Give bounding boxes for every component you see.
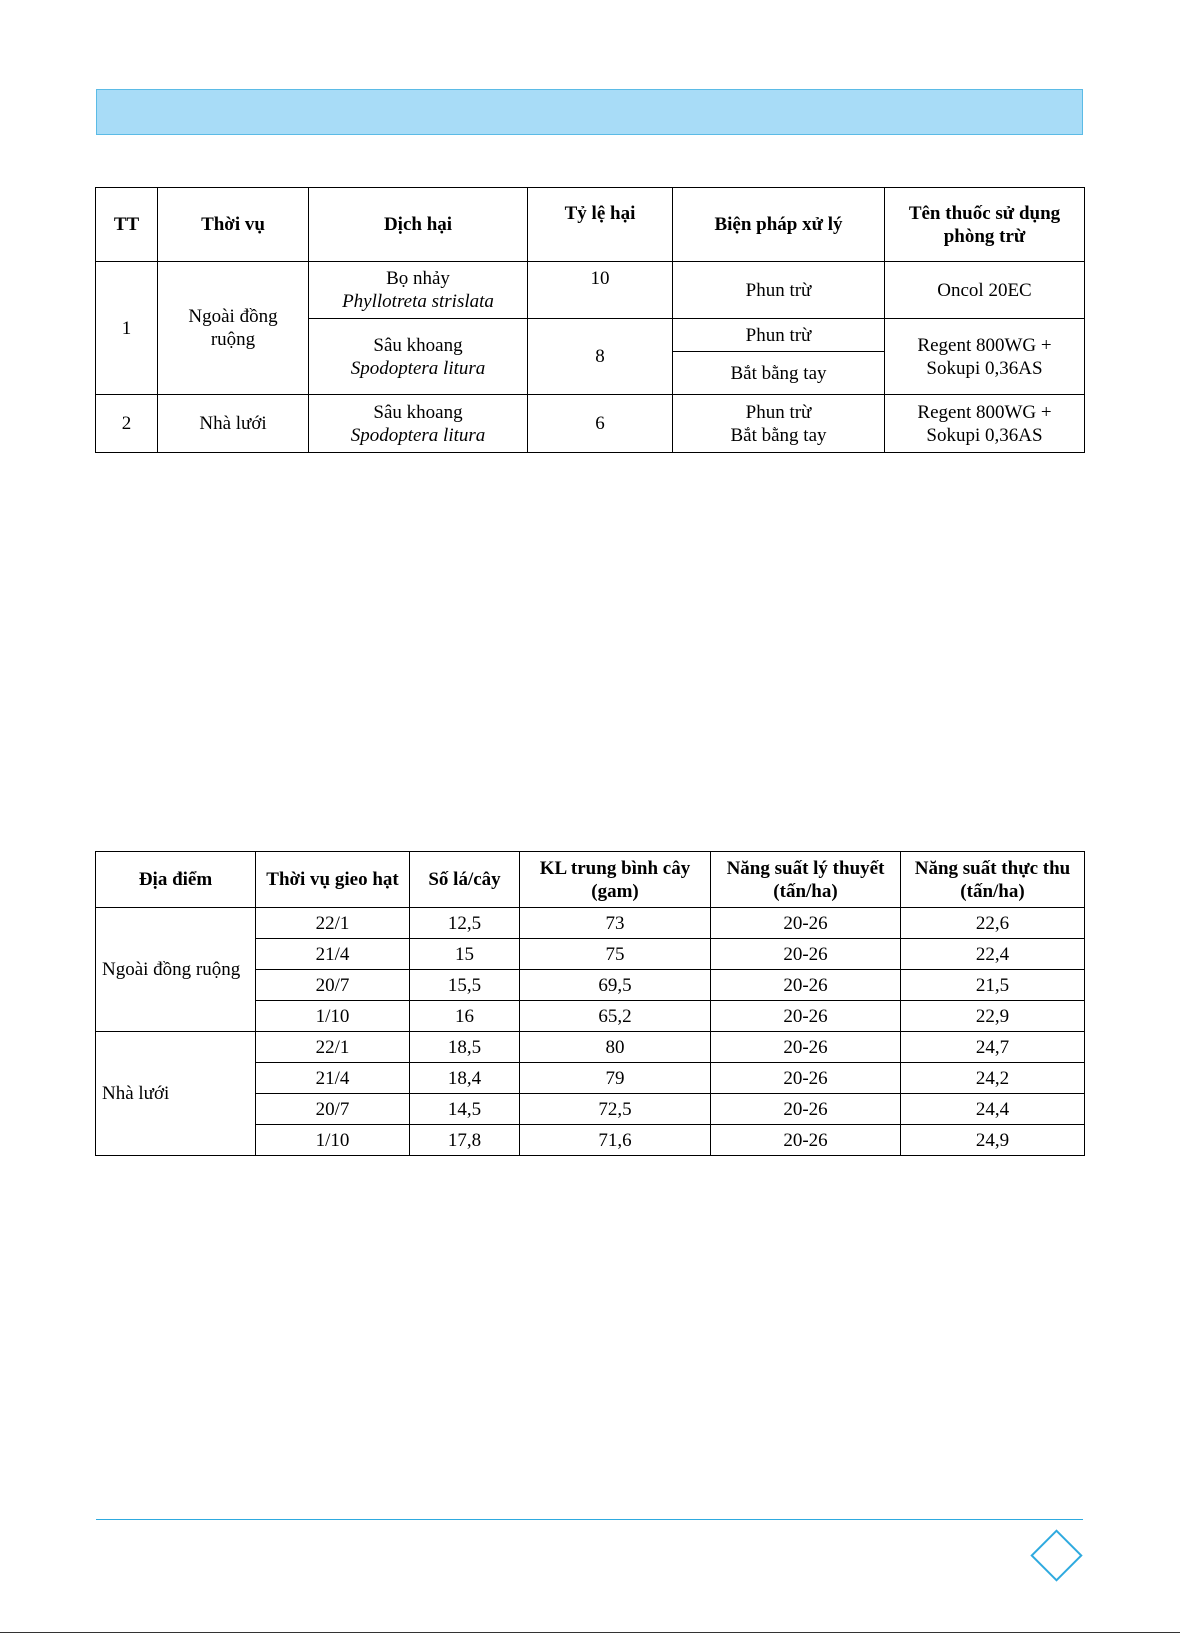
- pest-table: [95, 187, 1085, 453]
- row1-measure-b1: Phun trừ: [673, 319, 885, 352]
- leaves-cell: 14,5: [410, 1094, 520, 1125]
- pest-a-sci: Phyllotreta strislata: [342, 291, 494, 312]
- actual-cell: 24,4: [901, 1094, 1085, 1125]
- pest-b-sci: Spodoptera litura: [350, 357, 486, 379]
- header-damage-rate-text: Tỷ lệ hại: [564, 203, 636, 224]
- drug-b-line1: Regent 800WG +: [917, 334, 1052, 356]
- header-measure: Biện pháp xử lý: [673, 188, 885, 262]
- row2-measure-line1: Phun trừ: [745, 401, 812, 423]
- actual-cell: 22,6: [901, 908, 1085, 939]
- header-actual-line2: (tấn/ha): [960, 880, 1025, 902]
- row1-rate-a: [528, 262, 673, 319]
- theo-cell: 20-26: [711, 1032, 901, 1063]
- footer-line: [96, 1519, 1083, 1520]
- leaves-cell: 17,8: [410, 1125, 520, 1156]
- sowing-cell: 1/10: [256, 1125, 410, 1156]
- row2-drug-line2: Sokupi 0,36AS: [926, 424, 1043, 446]
- leaves-cell: 16: [410, 1001, 520, 1032]
- header-sowing: Thời vụ gieo hạt: [256, 852, 410, 908]
- table-row: [96, 395, 1085, 453]
- theo-cell: 20-26: [711, 908, 901, 939]
- header-theo-line2: (tấn/ha): [773, 880, 838, 902]
- weight-cell: 69,5: [520, 970, 711, 1001]
- table-row: [96, 1032, 1085, 1063]
- table-row: [96, 908, 1085, 939]
- header-actual-line1: Năng suất thực thu: [914, 857, 1071, 879]
- header-weight: [520, 852, 711, 908]
- rate-a-text: 10: [590, 268, 610, 289]
- row2-rate: 6: [528, 395, 673, 453]
- leaves-cell: 12,5: [410, 908, 520, 939]
- row1-tt: 1: [96, 262, 158, 395]
- theo-cell: 20-26: [711, 970, 901, 1001]
- row2-measure: [673, 395, 885, 453]
- actual-cell: 22,4: [901, 939, 1085, 970]
- theo-cell: 20-26: [711, 1094, 901, 1125]
- sowing-cell: 20/7: [256, 970, 410, 1001]
- row1-drug-a: Oncol 20EC: [885, 262, 1085, 319]
- row1-drug-b: [885, 319, 1085, 395]
- header-theo-line1: Năng suất lý thuyết: [726, 857, 885, 879]
- weight-cell: 80: [520, 1032, 711, 1063]
- actual-cell: 24,9: [901, 1125, 1085, 1156]
- yield-table-header-row: [96, 852, 1085, 908]
- row2-pest-vn: Sâu khoang: [373, 401, 463, 423]
- header-actual-yield: [901, 852, 1085, 908]
- row2-measure-line2: Bắt bằng tay: [730, 424, 827, 446]
- actual-cell: 22,9: [901, 1001, 1085, 1032]
- row1-pest-b: [309, 319, 528, 395]
- row2-pest-sci: Spodoptera litura: [350, 424, 486, 446]
- yield-table: [95, 851, 1085, 1156]
- header-location: Địa điểm: [96, 852, 256, 908]
- theo-cell: 20-26: [711, 1001, 901, 1032]
- theo-cell: 20-26: [711, 1125, 901, 1156]
- sowing-cell: 20/7: [256, 1094, 410, 1125]
- header-pest: Dịch hại: [309, 188, 528, 262]
- drug-b-line2: Sokupi 0,36AS: [926, 357, 1043, 379]
- sowing-cell: 22/1: [256, 908, 410, 939]
- sowing-cell: 1/10: [256, 1001, 410, 1032]
- row1-rate-b: 8: [528, 319, 673, 395]
- location-cell: Ngoài đồng ruộng: [96, 908, 256, 1032]
- header-season: Thời vụ: [158, 188, 309, 262]
- row2-pest: [309, 395, 528, 453]
- table-row: [96, 262, 1085, 319]
- header-band: [96, 89, 1083, 135]
- row1-measure-b2: Bắt bằng tay: [673, 352, 885, 395]
- weight-cell: 75: [520, 939, 711, 970]
- row1-season: Ngoài đồng ruộng: [158, 262, 309, 395]
- weight-cell: 72,5: [520, 1094, 711, 1125]
- actual-cell: 24,2: [901, 1063, 1085, 1094]
- row2-season: Nhà lưới: [158, 395, 309, 453]
- row1-measure-a: Phun trừ: [673, 262, 885, 319]
- leaves-cell: 18,4: [410, 1063, 520, 1094]
- header-theoretical-yield: [711, 852, 901, 908]
- weight-cell: 79: [520, 1063, 711, 1094]
- row2-drug: [885, 395, 1085, 453]
- actual-cell: 24,7: [901, 1032, 1085, 1063]
- header-tt: TT: [96, 188, 158, 262]
- sowing-cell: 21/4: [256, 1063, 410, 1094]
- location-cell: Nhà lưới: [96, 1032, 256, 1156]
- theo-cell: 20-26: [711, 1063, 901, 1094]
- pest-b-vn: Sâu khoang: [373, 334, 463, 356]
- bottom-edge-line: [0, 1632, 1180, 1633]
- header-drug: Tên thuốc sử dụng phòng trừ: [885, 188, 1085, 262]
- header-weight-line1: KL trung bình cây: [539, 857, 691, 879]
- row1-pest-a: [309, 262, 528, 319]
- weight-cell: 65,2: [520, 1001, 711, 1032]
- leaves-cell: 18,5: [410, 1032, 520, 1063]
- leaves-cell: 15: [410, 939, 520, 970]
- theo-cell: 20-26: [711, 939, 901, 970]
- sowing-cell: 22/1: [256, 1032, 410, 1063]
- pest-a-vn: Bọ nhảy: [386, 268, 450, 289]
- actual-cell: 21,5: [901, 970, 1085, 1001]
- pest-table-header-row: [96, 188, 1085, 262]
- row2-tt: 2: [96, 395, 158, 453]
- weight-cell: 71,6: [520, 1125, 711, 1156]
- leaves-cell: 15,5: [410, 970, 520, 1001]
- header-weight-line2: (gam): [591, 880, 639, 902]
- row2-drug-line1: Regent 800WG +: [917, 401, 1052, 423]
- header-damage-rate: [528, 188, 673, 262]
- sowing-cell: 21/4: [256, 939, 410, 970]
- diamond-icon: [1030, 1529, 1082, 1581]
- header-leaves: Số lá/cây: [410, 852, 520, 908]
- weight-cell: 73: [520, 908, 711, 939]
